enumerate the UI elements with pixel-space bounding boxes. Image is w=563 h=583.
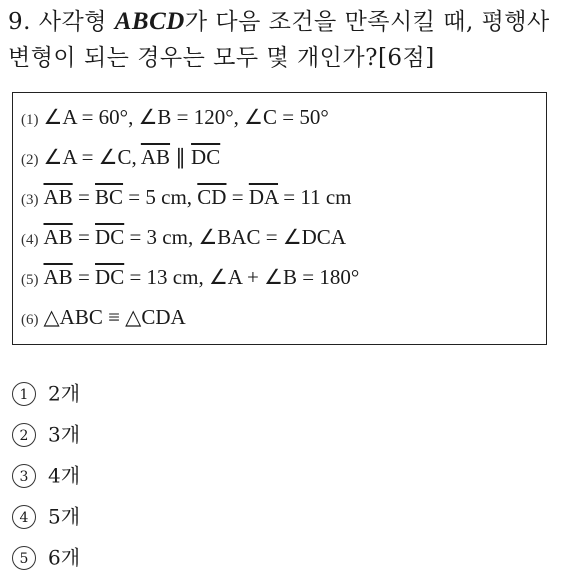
condition-text: = (72, 185, 96, 209)
choice-label: 4개 (48, 463, 81, 488)
condition-row (21, 179, 352, 215)
segment-label: $\overline{CD}$ (197, 185, 227, 209)
condition-text: = 11 cm (278, 185, 352, 209)
question-number: 9. (8, 9, 31, 35)
choice-item[interactable] (12, 372, 80, 412)
condition-text: = (72, 265, 96, 289)
condition-number: (5) (21, 272, 39, 288)
condition-text: ∠A = ∠C, (43, 145, 141, 169)
condition-row (21, 139, 220, 175)
quadrilateral-name: ABCD (114, 8, 185, 35)
condition-text: = (72, 225, 96, 249)
condition-text: = 3 cm, ∠BAC = ∠DCA (124, 225, 346, 249)
condition-text: = 13 cm, ∠A + ∠B = 180° (124, 265, 360, 289)
choice-label: 6개 (48, 545, 81, 570)
question-text-after: 가 다음 조건을 만족시킬 때, 평행사변형이 되는 경우는 모두 몇 개인가?[6점] (8, 9, 550, 71)
choice-item[interactable] (12, 454, 80, 494)
segment-label: $\overline{DC}$ (191, 145, 221, 169)
choice-number-circle: 5 (12, 546, 36, 570)
segment-label: $\overline{AB}$ (43, 185, 73, 209)
condition-text: = 5 cm, (123, 185, 198, 209)
condition-number: (4) (21, 232, 39, 248)
condition-row (21, 219, 346, 255)
conditions-box (12, 92, 547, 345)
choice-number-circle: 1 (12, 382, 36, 406)
condition-text: △ABC ≡ △CDA (43, 305, 186, 329)
choice-number-circle: 2 (12, 423, 36, 447)
condition-number: (2) (21, 152, 39, 168)
segment-label: $\overline{DA}$ (248, 185, 279, 209)
question-text-before: 사각형 (30, 9, 115, 35)
condition-row (21, 299, 186, 335)
condition-text: ∥ (170, 145, 192, 169)
question-stem (8, 4, 556, 76)
condition-number: (6) (21, 312, 39, 328)
condition-text: = (226, 185, 249, 209)
choice-label: 3개 (48, 422, 81, 447)
choice-item[interactable] (12, 536, 80, 576)
condition-row (21, 99, 329, 135)
segment-label: $\overline{AB}$ (43, 225, 73, 249)
condition-number: (1) (21, 112, 39, 128)
segment-label: $\overline{DC}$ (95, 225, 125, 249)
choice-number-circle: 4 (12, 505, 36, 529)
choice-label: 2개 (48, 381, 81, 406)
segment-label: $\overline{AB}$ (43, 265, 73, 289)
segment-label: $\overline{AB}$ (140, 145, 171, 169)
choice-item[interactable] (12, 495, 80, 535)
choice-item[interactable] (12, 413, 80, 453)
condition-text: ∠A = 60°, ∠B = 120°, ∠C = 50° (43, 105, 329, 129)
choice-number-circle: 3 (12, 464, 36, 488)
segment-label: $\overline{BC}$ (95, 185, 124, 209)
condition-number: (3) (21, 192, 39, 208)
segment-label: $\overline{DC}$ (95, 265, 125, 289)
choice-label: 5개 (48, 504, 81, 529)
condition-row (21, 259, 359, 295)
